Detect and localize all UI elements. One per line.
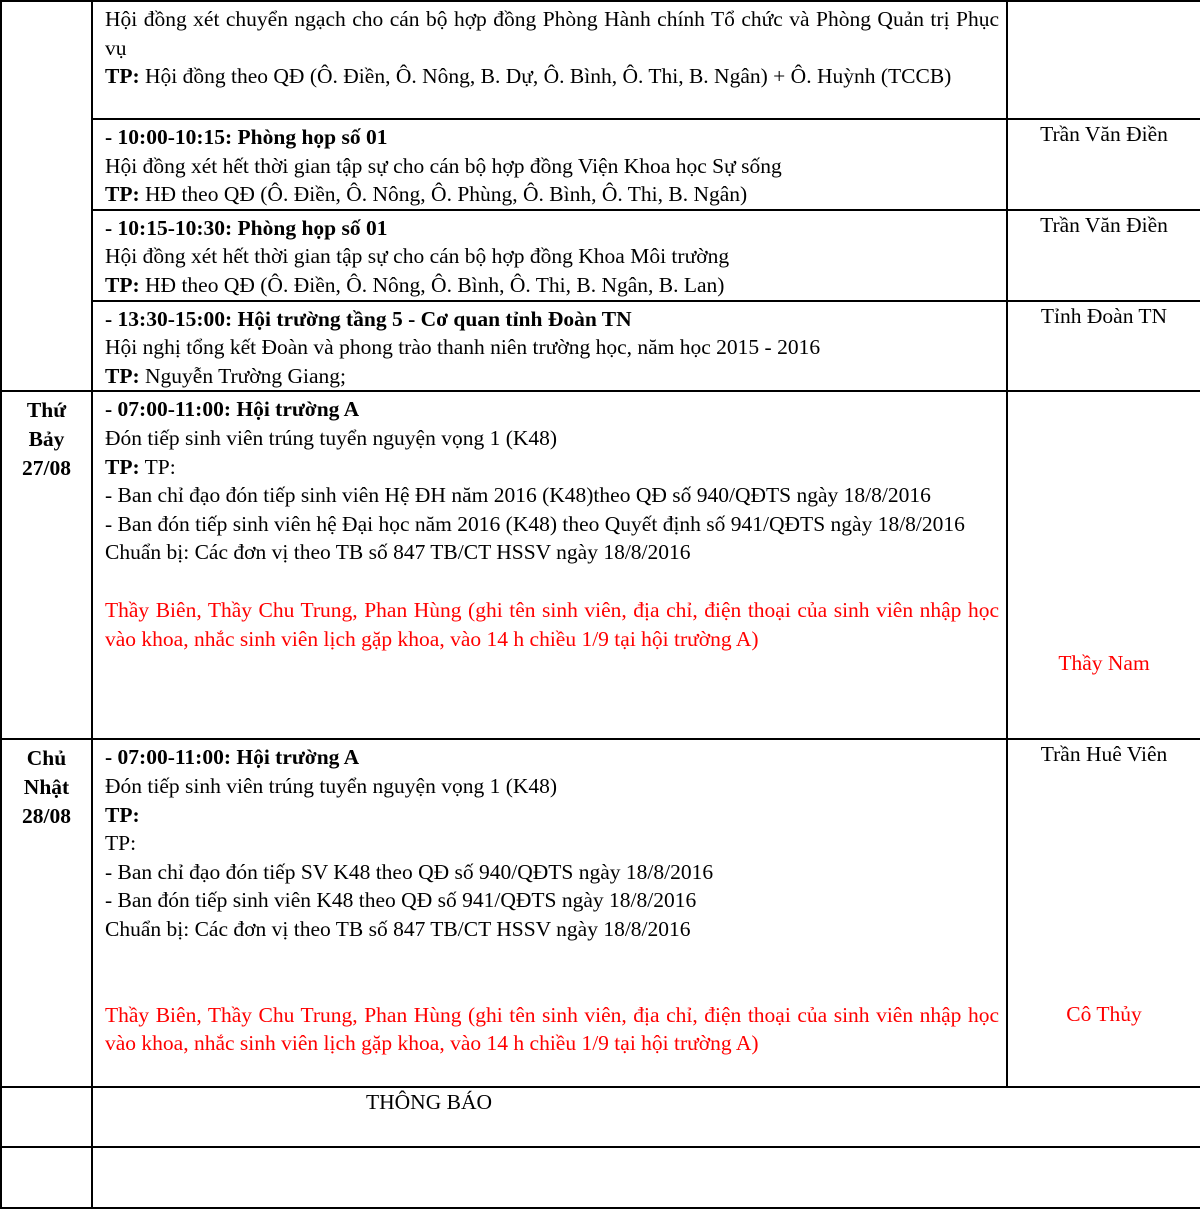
committee-item: - Ban đón tiếp sinh viên hệ Đại học năm 2016 (K48) theo Quyết định số 941/QĐTS ngày 18/8/2016 xyxy=(105,511,965,536)
notice-title: THÔNG BÁO xyxy=(365,1090,492,1115)
event-participants xyxy=(105,453,999,482)
person-name: Trần Văn Điền xyxy=(1040,122,1168,146)
tp-label: TP: xyxy=(105,802,140,827)
event-title: Hội nghị tổng kết Đoàn và phong trào thanh niên trường học, năm học 2015 - 2016 xyxy=(105,335,821,360)
event-participants xyxy=(105,362,999,391)
event-participants xyxy=(105,271,999,300)
event-title: Hội đồng xét chuyển ngạch cho cán bộ hợp đồng Phòng Hành chính Tổ chức và Phòng Quản trị Phục vụ xyxy=(105,7,999,60)
event-content xyxy=(92,119,1007,210)
schedule-row xyxy=(1,1,1200,119)
saturday-row xyxy=(1,391,1200,739)
person-name: Thầy Nam xyxy=(1058,651,1150,676)
schedule-row xyxy=(1,301,1200,392)
tp-label: TP: xyxy=(105,454,140,479)
event-content xyxy=(92,391,1007,739)
day-name: Bảy xyxy=(28,426,65,451)
event-content xyxy=(92,739,1007,1087)
event-header: - 10:15-10:30: Phòng họp số 01 xyxy=(105,215,388,240)
notice-cell xyxy=(92,1087,1200,1147)
day-cell xyxy=(1,1,92,391)
spacer xyxy=(105,567,999,596)
tp-text: TP: xyxy=(139,454,176,479)
tp-text: Nguyễn Trường Giang; xyxy=(139,363,347,388)
person-name: Trần Huê Viên xyxy=(1040,742,1168,767)
person-cell xyxy=(1007,210,1200,301)
tp-text: HĐ theo QĐ (Ô. Điền, Ô. Nông, Ô. Phùng, Ô. Bình, Ô. Thi, B. Ngân) xyxy=(139,182,748,207)
event-participants xyxy=(105,180,999,209)
event-header: - 07:00-11:00: Hội trường A xyxy=(105,745,360,770)
event-title: Hội đồng xét hết thời gian tập sự cho cán bộ hợp đồng Khoa Môi trường xyxy=(105,244,730,269)
person-cell xyxy=(1007,391,1200,739)
preparation-note: Chuẩn bị: Các đơn vị theo TB số 847 TB/CT HSSV ngày 18/8/2016 xyxy=(105,916,691,941)
spacer xyxy=(1008,769,1200,1000)
day-name: Chủ xyxy=(26,746,67,771)
person-cell xyxy=(1007,119,1200,210)
schedule-row xyxy=(1,119,1200,210)
tp-label: TP: xyxy=(105,272,140,297)
event-title: Đón tiếp sinh viên trúng tuyển nguyện vọng 1 (K48) xyxy=(105,425,558,450)
event-content xyxy=(92,301,1007,392)
tp-text: TP: xyxy=(105,831,137,856)
event-header: - 07:00-11:00: Hội trường A xyxy=(105,397,360,422)
event-participants xyxy=(105,62,999,91)
committee-item: - Ban chỉ đạo đón tiếp sinh viên Hệ ĐH năm 2016 (K48)theo QĐ số 940/QĐTS ngày 18/8/2016 xyxy=(105,483,931,508)
person-name: Trần Văn Điền xyxy=(1040,212,1168,237)
person-cell xyxy=(1007,301,1200,392)
tp-text: HĐ theo QĐ (Ô. Điền, Ô. Nông, Ô. Bình, Ô. Thi, B. Ngân, B. Lan) xyxy=(139,272,725,297)
event-title: Đón tiếp sinh viên trúng tuyển nguyện vọng 1 (K48) xyxy=(105,773,558,798)
day-date: 28/08 xyxy=(22,803,71,828)
spacer xyxy=(105,944,999,1001)
event-content xyxy=(92,1,1007,119)
preparation-note: Chuẩn bị: Các đơn vị theo TB số 847 TB/CT HSSV ngày 18/8/2016 xyxy=(105,540,691,565)
tp-label: TP: xyxy=(105,64,140,89)
committee-item: - Ban đón tiếp sinh viên K48 theo QĐ số 941/QĐTS ngày 18/8/2016 xyxy=(105,888,697,913)
event-content xyxy=(92,210,1007,301)
person-name: Cô Thủy xyxy=(1066,1001,1142,1026)
person-name: Tỉnh Đoàn TN xyxy=(1040,303,1168,328)
tp-label: TP: xyxy=(105,363,140,388)
sunday-row xyxy=(1,739,1200,1087)
empty-cell xyxy=(1,1147,92,1208)
red-note: Thầy Biên, Thầy Chu Trung, Phan Hùng (ghi tên sinh viên, địa chỉ, điện thoại của sinh viên nhập học vào khoa, nhắc sinh viên lịch gặp khoa, vào 14 h chiều 1/9 tại hội trường A) xyxy=(105,1002,999,1056)
person-cell xyxy=(1007,739,1200,1087)
tp-label: TP: xyxy=(105,182,140,207)
tp-text: Hội đồng theo QĐ (Ô. Điền, Ô. Nông, B. Dự, Ô. Bình, Ô. Thi, B. Ngân) + Ô. Huỳnh (TCCB) xyxy=(139,64,952,89)
day-name: Thứ xyxy=(26,398,67,423)
empty-row xyxy=(1,1147,1200,1208)
event-header: - 10:00-10:15: Phòng họp số 01 xyxy=(105,125,388,149)
day-date: 27/08 xyxy=(22,455,71,480)
day-name: Nhật xyxy=(23,774,70,799)
person-cell xyxy=(1007,1,1200,119)
day-cell-saturday xyxy=(1,391,92,739)
committee-item: - Ban chỉ đạo đón tiếp SV K48 theo QĐ số 940/QĐTS ngày 18/8/2016 xyxy=(105,859,714,884)
event-header: - 13:30-15:00: Hội trường tầng 5 - Cơ quan tỉnh Đoàn TN xyxy=(105,306,632,331)
spacer xyxy=(1008,392,1200,649)
event-title: Hội đồng xét hết thời gian tập sự cho cán bộ hợp đồng Viện Khoa học Sự sống xyxy=(105,153,782,178)
notice-row xyxy=(1,1087,1200,1147)
empty-cell xyxy=(92,1147,1200,1208)
day-cell-sunday xyxy=(1,739,92,1087)
red-note: Thầy Biên, Thầy Chu Trung, Phan Hùng (ghi tên sinh viên, địa chỉ, điện thoại của sinh viên nhập học vào khoa, nhắc sinh viên lịch gặp khoa, vào 14 h chiều 1/9 tại hội trường A) xyxy=(105,597,999,651)
schedule-row xyxy=(1,210,1200,301)
